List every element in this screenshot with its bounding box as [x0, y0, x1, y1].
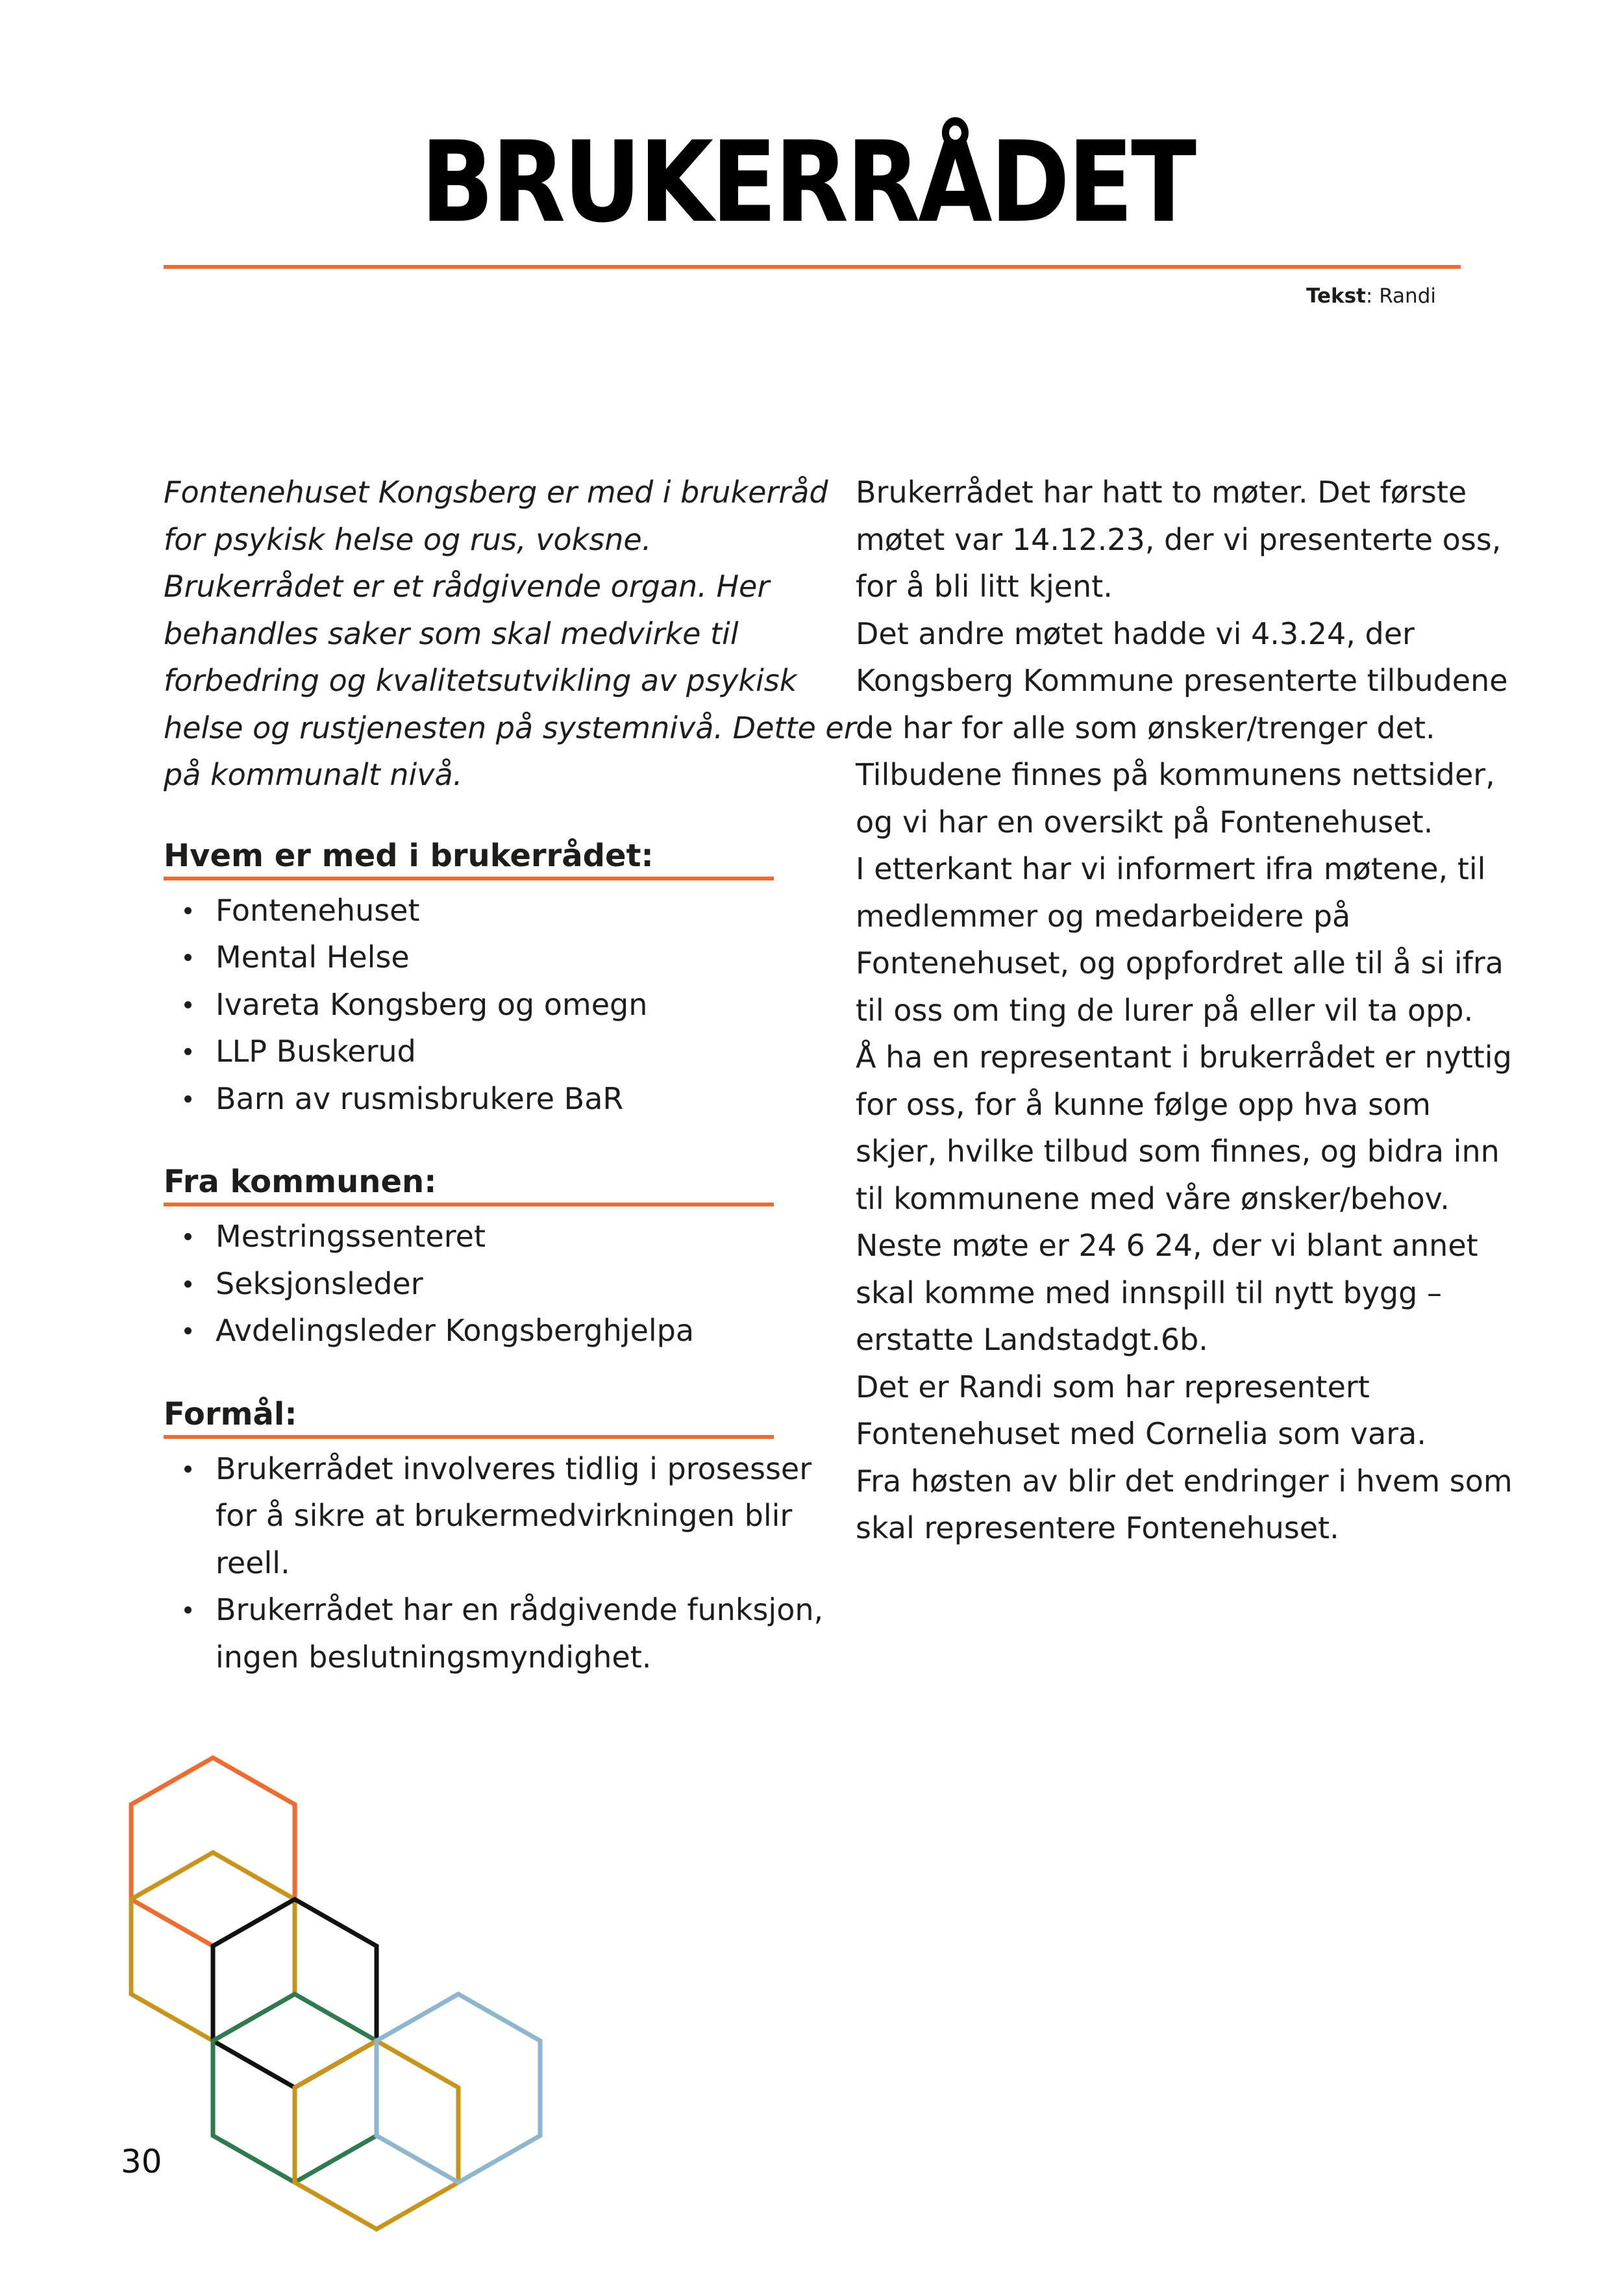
list-item: Barn av rusmisbrukere BaR [164, 1075, 787, 1123]
list-item: Ivareta Kongsberg og omegn [164, 981, 787, 1029]
intro-line: helse og rustjenesten på systemnivå. Dette er [164, 710, 856, 745]
list-item-line: Brukerrådet har en rådgivende funksjon, [216, 1592, 824, 1627]
intro-line: Brukerrådet er et rådgivende organ. Her [164, 569, 770, 604]
body-line: medlemmer og medarbeidere på [856, 898, 1351, 934]
hexagon-decoration [97, 1727, 617, 2247]
intro-line: forbedring og kvalitetsutvikling av psykisk [164, 663, 797, 698]
body-line: Neste møte er 24 6 24, der vi blant annet [856, 1228, 1478, 1263]
list-item-line: for å sikre at brukermedvirkningen blir [216, 1498, 793, 1533]
body-line: erstatte Landstadgt.6b. [856, 1322, 1208, 1357]
byline: Tekst: Randi [1306, 284, 1436, 308]
body-line: for å bli litt kjent. [856, 569, 1113, 604]
body-line: og vi har en oversikt på Fontenehuset. [856, 804, 1433, 840]
body-line: møtet var 14.12.23, der vi presenterte oss, [856, 521, 1502, 557]
list-item: Fontenehuset [164, 887, 787, 934]
intro-paragraph [164, 469, 856, 799]
body-line: Kongsberg Kommune presenterte tilbudene [856, 663, 1508, 698]
body-line: de har for alle som ønsker/trenger det. [856, 710, 1435, 745]
body-line: Fra høsten av blir det endringer i hvem som [856, 1463, 1513, 1499]
members-list [164, 887, 787, 1123]
list-item: Seksjonsleder [164, 1260, 787, 1308]
left-column [164, 469, 856, 1680]
body-line: Brukerrådet har hatt to møter. Det første [856, 475, 1467, 510]
list-item: Mental Helse [164, 934, 787, 981]
body-line: Fontenehuset med Cornelia som vara. [856, 1416, 1426, 1451]
byline-label: Tekst [1306, 284, 1366, 308]
municipality-heading: Fra kommunen: [164, 1162, 774, 1206]
list-item [164, 1445, 812, 1587]
intro-line: behandles saker som skal medvirke til [164, 616, 739, 651]
list-item-line: ingen beslutningsmyndighet. [216, 1639, 652, 1675]
body-line: skjer, hvilke tilbud som finnes, og bidra inn [856, 1134, 1500, 1169]
body-line: Tilbudene finnes på kommunens nettsider, [856, 757, 1495, 792]
members-heading: Hvem er med i brukerrådet: [164, 836, 774, 880]
body-line: skal komme med innspill til nytt bygg – [856, 1275, 1442, 1310]
municipality-list [164, 1213, 787, 1354]
page-title: BRUKERRÅDET [421, 117, 1195, 247]
byline-author: Randi [1379, 284, 1436, 308]
list-item-line: Brukerrådet involveres tidlig i prosesser [216, 1451, 812, 1486]
list-item: Mestringssenteret [164, 1213, 787, 1260]
body-line: Det er Randi som har representert [856, 1369, 1370, 1404]
page-number: 30 [121, 2143, 162, 2180]
body-line: skal representere Fontenehuset. [856, 1510, 1339, 1545]
purpose-list [164, 1445, 824, 1681]
intro-line: Fontenehuset Kongsberg er med i brukerråd [164, 475, 828, 510]
body-line: for oss, for å kunne følge opp hva som [856, 1086, 1431, 1122]
body-line: til kommunene med våre ønsker/behov. [856, 1180, 1450, 1216]
list-item-line: reell. [216, 1545, 290, 1580]
body-line: Å ha en representant i brukerrådet er nyttig [856, 1040, 1512, 1075]
body-line: til oss om ting de lurer på eller vil ta opp. [856, 992, 1474, 1028]
list-item: Avdelingsleder Kongsberghjelpa [164, 1307, 787, 1354]
body-line: Det andre møtet hadde vi 4.3.24, der [856, 616, 1415, 651]
body-line: I etterkant har vi informert ifra møtene, til [856, 851, 1486, 886]
body-line: Fontenehuset, og oppfordret alle til å si ifra [856, 945, 1504, 980]
intro-line: for psykisk helse og rus, voksne. [164, 521, 652, 557]
title-underline [164, 265, 1461, 269]
right-column [856, 469, 1513, 1552]
list-item [164, 1586, 824, 1680]
list-item: LLP Buskerud [164, 1028, 787, 1075]
intro-line: på kommunalt nivå. [164, 757, 463, 792]
purpose-heading: Formål: [164, 1395, 774, 1439]
